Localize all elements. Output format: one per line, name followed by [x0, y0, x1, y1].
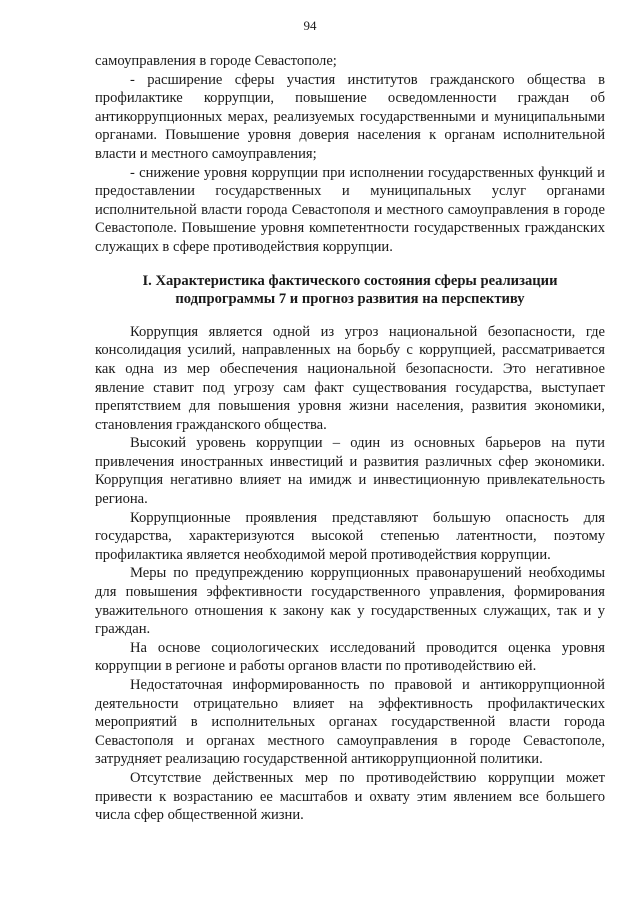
- body-paragraph: Меры по предупреждению коррупционных правонарушений необходимы для повышения эффективности государственного управления, формирования уважительного отношения к закону как у государственных служащих, так и у граждан.: [95, 565, 605, 638]
- body-paragraph: Высокий уровень коррупции – один из основных барьеров на пути привлечения иностранных инвестиций и развития различных сфер экономики. Коррупция негативно влияет на имидж и инвестиционную привлекательность региона.: [95, 435, 605, 508]
- body-paragraph: Недостаточная информированность по правовой и антикоррупционной деятельности отрицательно влияет на эффективность профилактических мероприятий в исполнительных органах государственной власти города Севастополя и органах местного самоуправления в городе Севастополе, затрудняет реализацию государственной антикоррупционной политики.: [95, 677, 605, 768]
- body-paragraph: Коррупционные проявления представляют большую опасность для государства, характеризуются высокой степенью латентности, поэтому профилактика является необходимой мерой противодействия коррупции.: [95, 509, 605, 563]
- intro-paragraph: самоуправления в городе Севастополе;: [95, 53, 337, 69]
- section-heading-line: I. Характеристика фактического состояния сферы реализации: [142, 272, 558, 289]
- intro-paragraph: - снижение уровня коррупции при исполнении государственных функций и предоставлении государственных и муниципальных услуг органами исполнительной власти города Севастополя и местного самоуправления в городе Севастополе. Повышение уровня компетентности государственных гражданских служащих в сфере противодействия коррупции.: [95, 164, 605, 255]
- page-number: 94: [303, 18, 317, 33]
- intro-paragraph: - расширение сферы участия институтов гражданского общества в профилактике коррупции, повышение осведомленности граждан об антикоррупционных мерах, реализуемых государственными и муниципальными органами. Повышение уровня доверия населения к органам исполнительной власти и местного самоуправления;: [95, 71, 605, 162]
- body-paragraph: Коррупция является одной из угроз национальной безопасности, где консолидация усилий, направленных на борьбу с коррупцией, рассматривается как одна из мер обеспечения национальной безопасности. Это негативное явление ставит под угрозу сам факт существования государства, выступает препятствием для повышения уровня жизни населения, развития экономики, становления гражданского общества.: [95, 323, 605, 433]
- document-body: [95, 52, 605, 825]
- body-paragraph: На основе социологических исследований проводится оценка уровня коррупции в регионе и работы органов власти по противодействию ей.: [95, 639, 605, 675]
- body-paragraph: Отсутствие действенных мер по противодействию коррупции может привести к возрастанию ее масштабов и охвату этим явлением все большего числа сфер общественной жизни.: [95, 769, 605, 824]
- section-heading: [95, 272, 605, 309]
- section-heading-line: подпрограммы 7 и прогноз развития на перспективу: [175, 291, 525, 308]
